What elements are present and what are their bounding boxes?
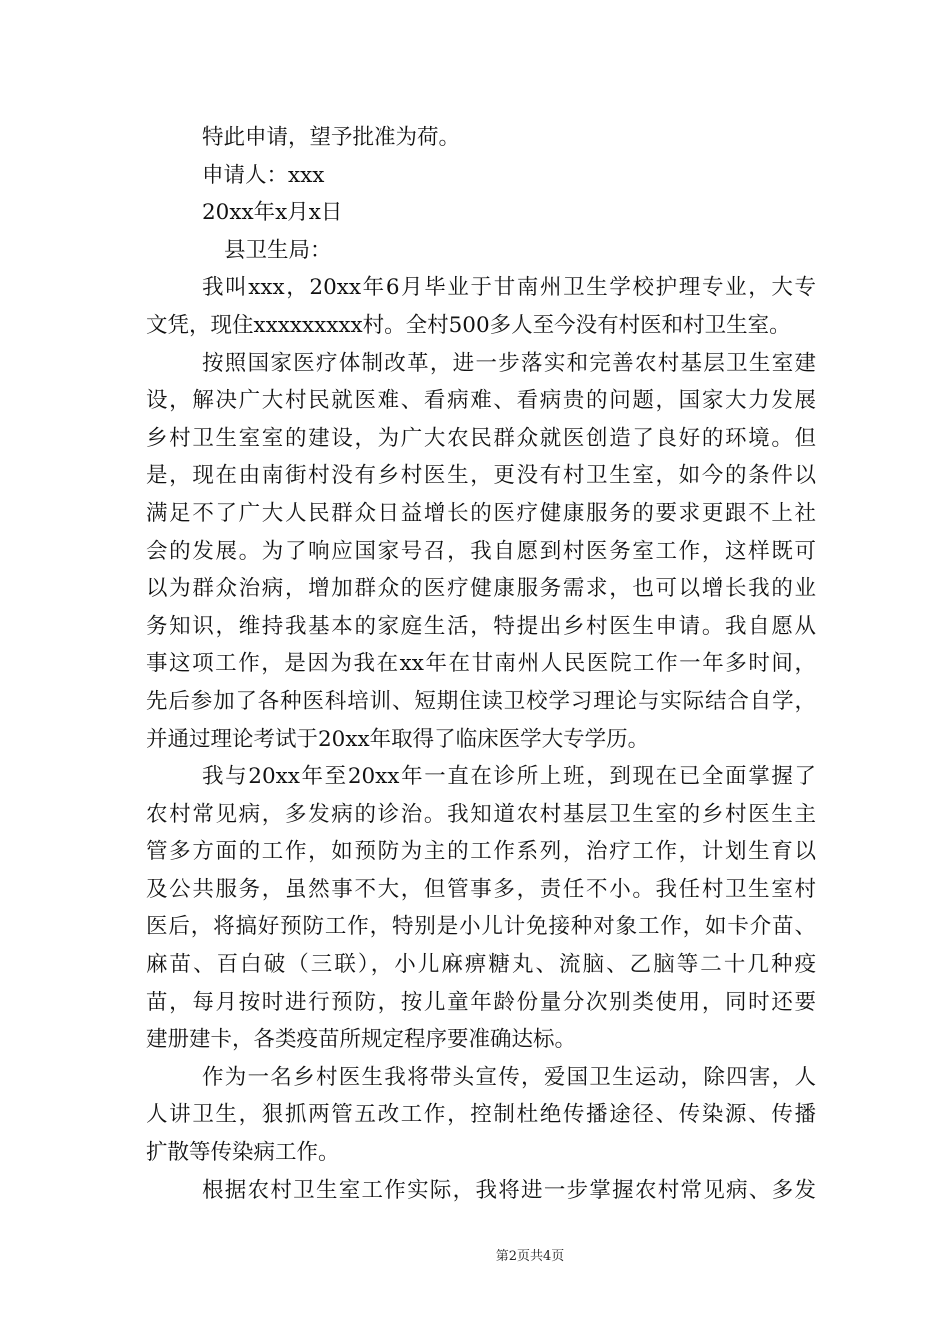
paragraph-2-line-11: 并通过理论考试于20xx年取得了临床医学大专学历。	[146, 726, 650, 752]
page-footer	[0, 1245, 950, 1264]
paragraph-5-line-1: 根据农村卫生室工作实际，我将进一步掌握农村常见病、多发	[202, 1177, 816, 1203]
paragraph-2-line-10: 先后参加了各种医科培训、短期住读卫校学习理论与实际结合自学，	[146, 688, 816, 714]
page-number-label: 第2页共4页	[495, 1249, 565, 1264]
paragraph-3-line-6: 麻苗、百白破（三联），小儿麻痹糖丸、流脑、乙脑等二十几种疫	[146, 952, 816, 978]
paragraph-2-line-2: 设，解决广大村民就医难、看病难、看病贵的问题，国家大力发展	[146, 388, 816, 414]
paragraph-2-line-7: 以为群众治病，增加群众的医疗健康服务需求，也可以增长我的业	[146, 576, 816, 602]
paragraph-3-line-7: 苗，每月按时进行预防，按儿童年龄份量分次别类使用，同时还要	[146, 989, 816, 1015]
paragraph-1-line-1: 我叫xxx，20xx年6月毕业于甘南州卫生学校护理专业，大专	[202, 275, 816, 301]
date-line: 20xx年x月x日	[202, 200, 343, 226]
closing-request-line: 特此申请，望予批准为荷。	[202, 125, 461, 150]
paragraph-2-line-8: 务知识，维持我基本的家庭生活，特提出乡村医生申请。我自愿从	[146, 613, 816, 639]
paragraph-2-line-9: 事这项工作，是因为我在xx年在甘南州人民医院工作一年多时间，	[146, 651, 816, 677]
paragraph-4-line-3: 扩散等传染病工作。	[146, 1140, 340, 1166]
paragraph-3-line-4: 及公共服务，虽然事不大，但管事多，责任不小。我任村卫生室村	[146, 876, 816, 902]
paragraph-2-line-6: 会的发展。为了响应国家号召，我自愿到村医务室工作，这样既可	[146, 538, 816, 564]
applicant-line: 申请人：xxx	[202, 162, 325, 188]
paragraph-3-line-8: 建册建卡，各类疫苗所规定程序要准确达标。	[146, 1027, 577, 1053]
paragraph-2-line-1: 按照国家医疗体制改革，进一步落实和完善农村基层卫生室建	[202, 350, 816, 376]
addressee-line: 县卫生局：	[224, 237, 332, 263]
document-body	[146, 119, 816, 1209]
paragraph-3-line-2: 农村常见病，多发病的诊治。我知道农村基层卫生室的乡村医生主	[146, 801, 816, 827]
paragraph-3-line-5: 医后，将搞好预防工作，特别是小儿计免接种对象工作，如卡介苗、	[146, 914, 816, 940]
paragraph-4-line-2: 人讲卫生，狠抓两管五改工作，控制杜绝传播途径、传染源、传播	[146, 1102, 816, 1128]
paragraph-3-line-3: 管多方面的工作，如预防为主的工作系列，治疗工作，计划生育以	[146, 839, 816, 865]
paragraph-4-line-1: 作为一名乡村医生我将带头宣传，爱国卫生运动，除四害，人	[202, 1064, 816, 1090]
paragraph-2-line-3: 乡村卫生室室的建设，为广大农民群众就医创造了良好的环境。但	[146, 425, 816, 451]
paragraph-2-line-5: 满足不了广大人民群众日益增长的医疗健康服务的要求更跟不上社	[146, 500, 816, 526]
paragraph-2-line-4: 是，现在由南街村没有乡村医生，更没有村卫生室，如今的条件以	[146, 463, 816, 489]
paragraph-1-line-2: 文凭，现住xxxxxxxxx村。全村500多人至今没有村医和村卫生室。	[146, 312, 791, 338]
paragraph-3-line-1: 我与20xx年至20xx年一直在诊所上班，到现在已全面掌握了	[202, 764, 816, 790]
